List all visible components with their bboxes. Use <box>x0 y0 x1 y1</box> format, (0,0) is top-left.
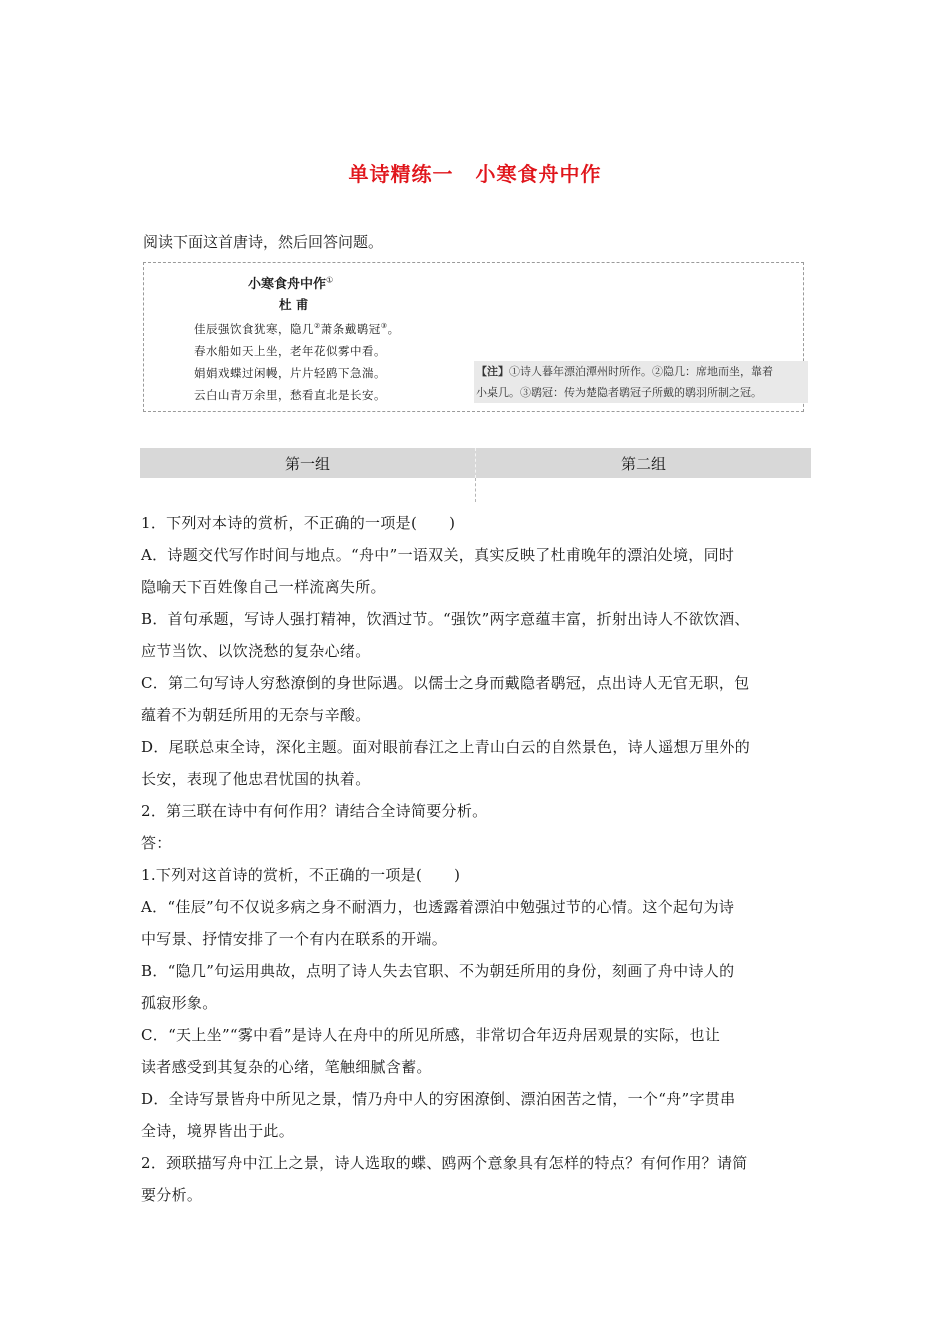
poem-box <box>143 262 804 412</box>
poem-title: 小寒食舟中作① <box>248 275 334 292</box>
tab-group-1[interactable]: 第一组 <box>140 448 476 478</box>
poem-note <box>474 361 808 403</box>
title-part2: 小寒食舟中作 <box>475 162 602 186</box>
group1-option-b-line2: 应节当饮、以饮浇愁的复杂心绪。 <box>141 642 371 660</box>
title-part1: 单诗精练一 <box>348 162 454 186</box>
group2-option-b-line2: 孤寂形象。 <box>141 994 218 1012</box>
poem-line-4: 云白山青万余里，愁看直北是长安。 <box>194 388 386 402</box>
tab-group-2[interactable]: 第二组 <box>620 454 666 473</box>
group-tab-bar <box>140 448 811 478</box>
group2-option-c-line1: C．“天上坐”“雾中看”是诗人在舟中的所见所感，非常切合年迈舟居观景的实际，也让 <box>141 1026 721 1044</box>
group1-option-a-line1: A．诗题交代写作时间与地点。“舟中”一语双关，真实反映了杜甫晚年的漂泊处境，同时 <box>141 546 735 564</box>
group1-option-c-line1: C．第二句写诗人穷愁潦倒的身世际遇。以儒士之身而戴隐者鹖冠，点出诗人无官无职，包 <box>141 674 750 692</box>
group2-question-1: 1.下列对这首诗的赏析，不正确的一项是( ) <box>141 866 461 884</box>
group2-option-d-line2: 全诗，境界皆出于此。 <box>141 1122 295 1140</box>
footnote-mark: ① <box>326 275 334 285</box>
poem-line-2: 春水船如天上坐，老年花似雾中看。 <box>194 344 386 358</box>
group2-option-c-line2: 读者感受到其复杂的心绪，笔触细腻含蓄。 <box>141 1058 432 1076</box>
group2-option-b-line1: B．“隐几”句运用典故，点明了诗人失去官职、不为朝廷所用的身份，刻画了舟中诗人的 <box>141 962 735 980</box>
note-line-2: 小桌几。③鹖冠：传为楚隐者鹖冠子所戴的鹖羽所制之冠。 <box>476 386 762 399</box>
note-line-1: ①诗人暮年漂泊潭州时所作。②隐几：席地而坐，靠着 <box>509 365 773 378</box>
group1-option-a-line2: 隐喻天下百姓像自己一样流离失所。 <box>141 578 386 596</box>
group1-option-c-line2: 蕴着不为朝廷所用的无奈与辛酸。 <box>141 706 371 724</box>
answer-label: 答： <box>141 834 172 852</box>
group2-question-2-line1: 2．颈联描写舟中江上之景，诗人选取的蝶、鸥两个意象具有怎样的特点？有何作用？请简 <box>141 1154 748 1172</box>
column-divider <box>475 478 476 502</box>
note-label: 【注】 <box>476 365 509 378</box>
poem-line-3: 娟娟戏蝶过闲幔，片片轻鸥下急湍。 <box>194 366 386 380</box>
page-title <box>0 158 950 187</box>
group1-option-d-line2: 长安，表现了他忠君忧国的执着。 <box>141 770 371 788</box>
group2-option-d-line1: D．全诗写景皆舟中所见之景，情乃舟中人的穷困潦倒、漂泊困苦之情，一个“舟”字贯串 <box>141 1090 736 1108</box>
poem-author: 杜 甫 <box>279 297 309 312</box>
group2-question-2-line2: 要分析。 <box>141 1186 203 1204</box>
group1-question-2: 2．第三联在诗中有何作用？请结合全诗简要分析。 <box>141 802 488 820</box>
intro-text: 阅读下面这首唐诗，然后回答问题。 <box>143 233 384 251</box>
group1-option-d-line1: D．尾联总束全诗，深化主题。面对眼前春江之上青山白云的自然景色，诗人遥想万里外的 <box>141 738 751 756</box>
group1-option-b-line1: B．首句承题，写诗人强打精神，饮酒过节。“强饮”两字意蕴丰富，折射出诗人不欲饮酒、 <box>141 610 750 628</box>
poem-line-1: 佳辰强饮食犹寒，隐几②萧条戴鹖冠③。 <box>194 322 400 336</box>
group2-option-a-line1: A．“佳辰”句不仅说多病之身不耐酒力，也透露着漂泊中勉强过节的心情。这个起句为诗 <box>141 898 735 916</box>
group2-option-a-line2: 中写景、抒情安排了一个有内在联系的开端。 <box>141 930 448 948</box>
group1-question-1: 1．下列对本诗的赏析，不正确的一项是( ) <box>141 514 456 532</box>
